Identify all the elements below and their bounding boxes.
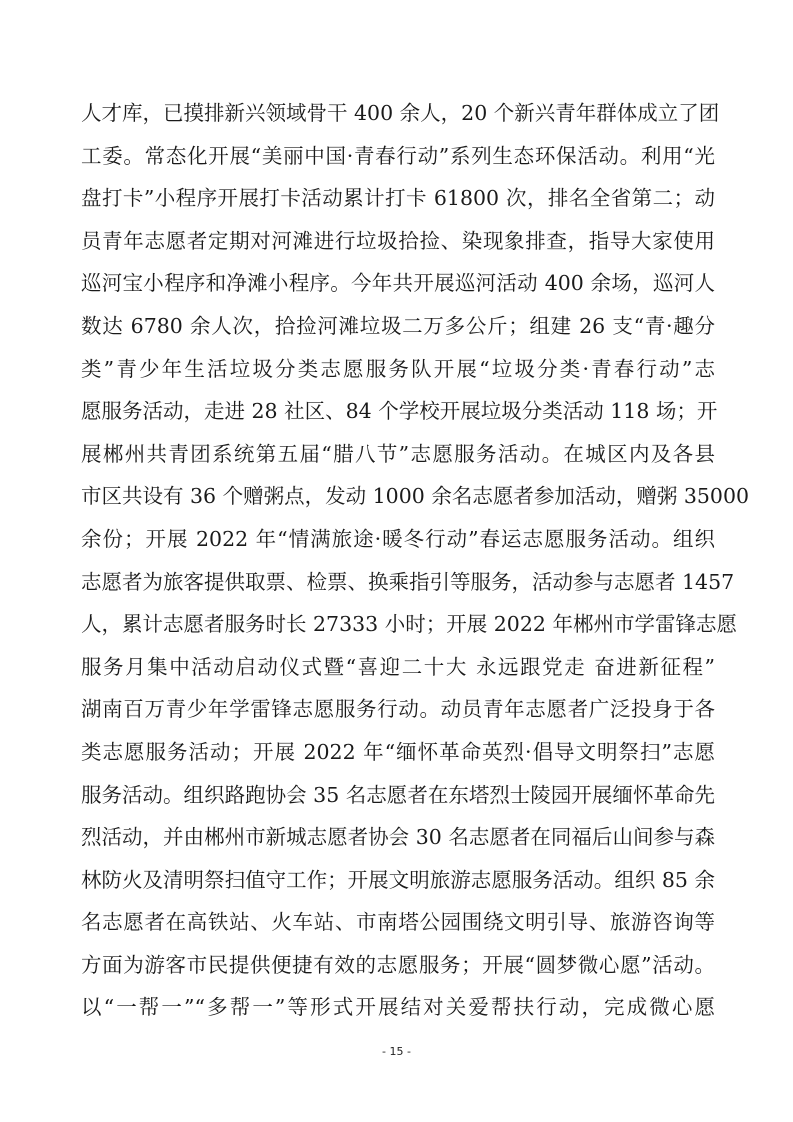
text-line: 员青年志愿者定期对河滩进行垃圾拾捡、染现象排查，指导大家使用 — [81, 228, 715, 253]
text-line: 工委。常态化开展“美丽中国·青春行动”系列生态环保活动。利用“光 — [81, 143, 715, 168]
text-line: 展郴州共青团系统第五届“腊八节”志愿服务活动。在城区内及各县 — [81, 441, 715, 466]
text-line: 名志愿者在高铁站、火车站、市南塔公园围绕文明引导、旅游咨询等 — [81, 910, 715, 935]
text-line: 愿服务活动，走进 28 社区、84 个学校开展垃圾分类活动 118 场；开 — [81, 399, 718, 424]
text-line: 服务月集中活动启动仪式暨“喜迎二十大 永远跟党走 奋进新征程” — [81, 654, 715, 679]
text-line: 林防火及清明祭扫值守工作；开展文明旅游志愿服务活动。组织 85 余 — [81, 867, 715, 892]
text-line: 数达 6780 余人次，拾捡河滩垃圾二万多公斤；组建 26 支“青·趣分 — [81, 313, 715, 338]
text-line: 市区共设有 36 个赠粥点，发动 1000 余名志愿者参加活动，赠粥 35000 — [81, 484, 750, 509]
page-number: - 15 - — [382, 1045, 411, 1058]
text-line: 方面为游客市民提供便捷有效的志愿服务；开展“圆梦微心愿”活动。 — [81, 952, 715, 977]
text-line: 志愿者为旅客提供取票、检票、换乘指引等服务，活动参与志愿者 1457 — [81, 569, 735, 594]
text-line: 服务活动。组织路跑协会 35 名志愿者在东塔烈士陵园开展缅怀革命先 — [81, 782, 715, 807]
text-line: 盘打卡”小程序开展打卡活动累计打卡 61800 次，排名全省第二；动 — [81, 186, 715, 211]
text-line: 烈活动，并由郴州市新城志愿者协会 30 名志愿者在同福后山间参与森 — [81, 825, 715, 850]
text-line: 巡河宝小程序和净滩小程序。今年共开展巡河活动 400 余场，巡河人 — [81, 271, 715, 296]
text-line: 类”青少年生活垃圾分类志愿服务队开展“垃圾分类·青春行动”志 — [81, 356, 715, 381]
text-line: 人，累计志愿者服务时长 27333 小时；开展 2022 年郴州市学雷锋志愿 — [81, 612, 737, 637]
text-line: 类志愿服务活动；开展 2022 年“缅怀革命英烈·倡导文明祭扫”志愿 — [81, 739, 715, 764]
body-paragraph — [81, 92, 750, 1029]
text-line: 湖南百万青少年学雷锋志愿服务行动。动员青年志愿者广泛投身于各 — [81, 697, 715, 722]
text-line: 人才库，已摸排新兴领域骨干 400 余人，20 个新兴青年群体成立了团 — [81, 101, 720, 125]
text-line: 余份；开展 2022 年“情满旅途·暖冬行动”春运志愿服务活动。组织 — [81, 526, 715, 551]
text-line: 以“一帮一”“多帮一”等形式开展结对关爱帮扶行动，完成微心愿 — [81, 995, 715, 1020]
